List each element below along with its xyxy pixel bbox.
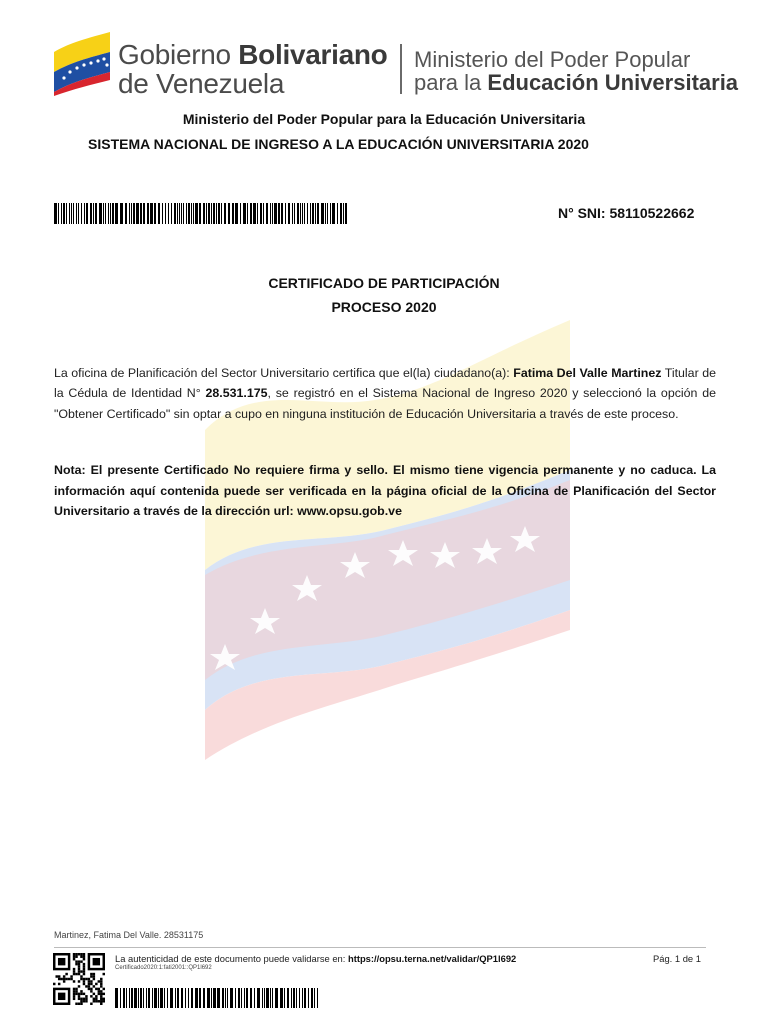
certificate-subtitle: PROCESO 2020 [331,299,437,315]
logo-de-venezuela: de Venezuela [118,68,285,99]
cedula-number: 28.531.175 [205,386,268,401]
footer-divider [54,947,706,948]
system-heading: SISTEMA NACIONAL DE INGRESO A LA EDUCACIÓN UNIVERSITARIA 2020 [88,136,589,152]
barcode-top [54,203,350,224]
body-intro: La oficina de Planificación del Sector Universitario certifica que el(la) ciudadano(a): [54,366,514,380]
citizen-name: Fatima Del Valle Martinez [513,366,662,380]
body-rest: , se registró en el Sistema Nacional de Ingreso 2020 y seleccionó la opción de "Obtener Certificado" sin optar a cupo en ninguna institución de Educación Universitaria a través de este proceso. [54,386,717,421]
authenticity-line [115,953,516,964]
logo-ministerio-pre: para la [414,70,488,95]
certificate-code: Certificado2020:1:fati2001::QP1l692 [115,965,212,971]
authenticity-prefix: La autenticidad de este documento puede validarse en: [115,953,348,964]
qr-code [53,953,105,1005]
page-number: Pág. 1 de 1 [653,953,701,964]
barcode-bottom [115,988,319,1008]
certificate-title: CERTIFICADO DE PARTICIPACIÓN [268,275,500,291]
sni-number: N° SNI: 58110522662 [558,205,695,221]
logo-ministerio-line1: Ministerio del Poder Popular [414,47,691,72]
logo-bolivariano: Bolivariano [238,39,388,70]
certificate-body [54,363,716,424]
logo-divider [400,44,402,94]
logo-gobierno-text [118,40,387,70]
ministry-heading: Ministerio del Poder Popular para la Educación Universitaria [182,111,586,127]
logo-ministerio-line2 [414,71,738,95]
footer-name-line: Martinez, Fatima Del Valle. 28531175 [54,930,204,940]
certificate-note: Nota: El presente Certificado No requiere firma y sello. El mismo tiene vigencia permanente y no caduca. La información aquí contenida puede ser verificada en la página oficial de la Oficina de Planificación del Sector Universitario a través de la dirección url: www.opsu.gob.ve [54,463,716,519]
logo-gobierno-pre: Gobierno [118,39,239,70]
validation-link[interactable]: https://opsu.terna.net/validar/QP1l692 [347,953,517,964]
body-cedula-label: Titular de la Cédula de Identidad N° [54,366,716,401]
venezuela-flag-logo-icon [50,30,114,96]
logo-ministerio-bold: Educación Universitaria [487,70,739,95]
